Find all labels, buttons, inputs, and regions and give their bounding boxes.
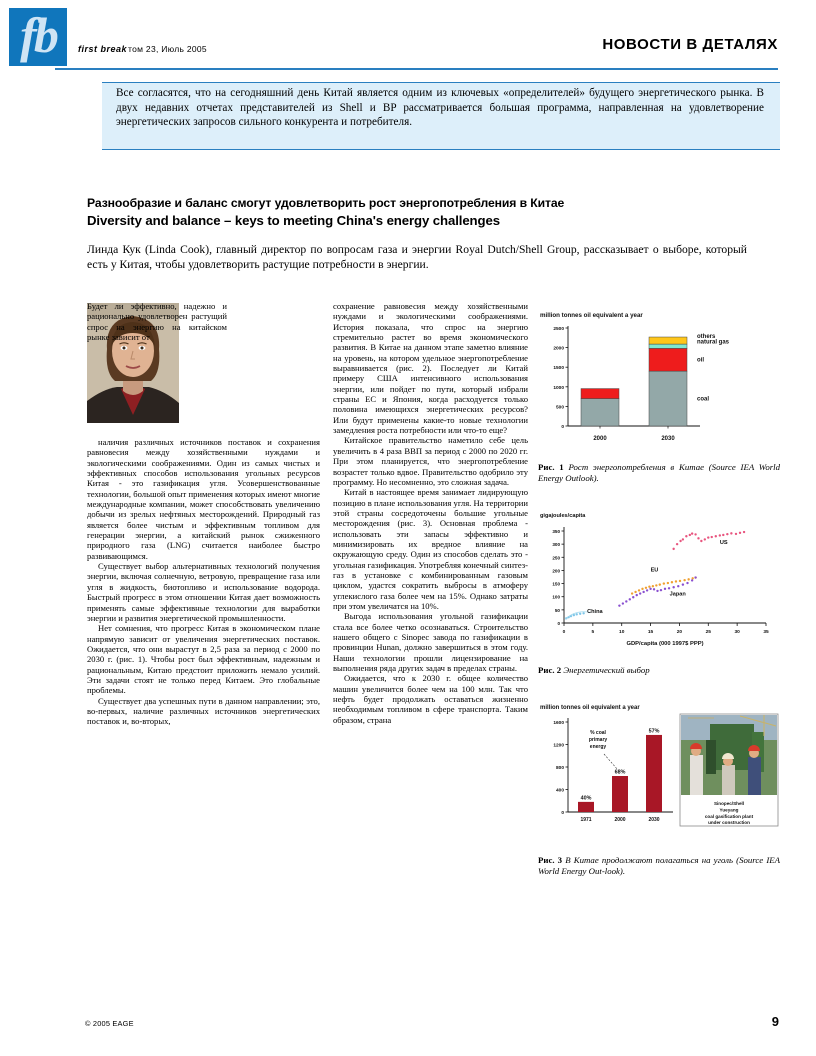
logo-text: fb — [20, 7, 56, 63]
y-tick-label: 2500 — [553, 327, 564, 332]
figure-1-svg — [538, 308, 780, 450]
figure-1-chart — [538, 308, 780, 450]
data-point — [638, 589, 640, 591]
figure-3-caption-text: В Китае продолжают полагаться на уголь (Source IEA World Energy Out-look). — [538, 855, 780, 876]
y-tick-label: 0 — [561, 425, 564, 430]
annotation-US: US — [719, 540, 728, 547]
y-tick-label: 150 — [552, 581, 560, 587]
paragraph: Нет сомнения, что прогресс Китая в экономическом плане напрямую зависит от увеличения энергетических поставок. Ожидается, что они вырастут в 2,5 раза за период с 2000 по 2030 г. (рис. 1). Чтобы рост был эффективным, надежным и рациональным, Китаю предстоит приложить немало усилий. Эти задачи стоят не только перед Китаем. Это глобальные проблемы. — [87, 623, 320, 696]
bar-value-label: 68% — [614, 769, 626, 776]
data-point — [634, 591, 636, 593]
data-point — [625, 600, 627, 602]
x-tick-label: 2000 — [593, 436, 607, 442]
data-point — [726, 533, 728, 535]
y-tick-label: 2000 — [553, 346, 564, 352]
annotation-EU: EU — [650, 567, 659, 574]
bar-segment-natural-gas — [649, 344, 687, 348]
data-point — [663, 582, 665, 584]
data-point — [679, 580, 681, 582]
bar-segment-coal — [581, 399, 619, 426]
data-point — [636, 594, 638, 596]
y-tick-label: 1000 — [553, 385, 564, 391]
data-point — [707, 536, 709, 538]
section-heading: НОВОСТИ В ДЕТАЛЯХ — [602, 36, 778, 53]
y-tick-label: 50 — [554, 607, 560, 613]
paragraph: Китай в настоящее время занимает лидирующую позицию в плане использования угля. На территории этой страны сосредоточены большие угольные месторождения (рис. 3). Основная проблема - использовать эти запасы эффективно и минимизировать их вредное влияние на окружающую среду. Один из способов сделать это - угольная газификация. Употребляя конечный синтез-газ в установке с комбинированным газовым циклом, удастся сократить выбросы в атмоферу углекислого газа более чем на 15%. Однако затраты при этом увеличатся на 10%. — [333, 487, 528, 611]
photo-caption-line: Sinopec/Shell — [713, 801, 745, 806]
paragraph: Выгода использования угольной газификации стала все более четко осознаваться. Строительство нашего общего с Sinopec завода по газификации в провинции Hunan, должно завершиться в этом году. Наши технологии прошли лицензирование на выполнения ряда других задач в пределах страны. — [333, 611, 528, 674]
footer-page-number: 9 — [771, 1014, 779, 1029]
data-point — [653, 588, 655, 590]
y-tick-label: 300 — [552, 542, 560, 548]
body-column-2 — [333, 301, 528, 725]
figure-2-chart — [538, 505, 780, 655]
data-point — [671, 581, 673, 583]
annotation-China: China — [587, 609, 603, 616]
header-divider — [55, 68, 778, 70]
data-point — [694, 576, 696, 578]
figure-1-label: Рис. 1 — [538, 462, 564, 472]
x-tick-label: 5 — [591, 630, 595, 635]
x-tick-label: 30 — [734, 630, 740, 635]
data-point — [686, 582, 688, 584]
data-point — [582, 612, 584, 614]
paragraph: Китайское правительство наметило себе цель увеличить в 4 раза ВВП за период с 2000 по 2020 гг. При этом планируется, что энергопотребление возрастет только вдвое. Правительство одобрило эту программу. Но несомненно, это сложная задача. — [333, 435, 528, 487]
data-point — [685, 535, 687, 537]
first-break-logo — [9, 8, 67, 66]
body-column-1 — [87, 437, 320, 727]
paragraph: Существует два успешных пути в данном направлении; это, во-первых, наличие различных источников энергетических поставок и, во-вторых, — [87, 695, 320, 727]
annotation-line: primary — [588, 737, 608, 743]
figure-3-chart — [538, 700, 780, 840]
data-point — [664, 588, 666, 590]
data-point — [632, 596, 634, 598]
data-point — [700, 540, 702, 542]
journal-name: first break — [78, 44, 128, 54]
data-point — [689, 534, 691, 536]
data-point — [631, 592, 633, 594]
data-point — [652, 585, 654, 587]
y-tick-label: 400 — [555, 788, 564, 794]
data-point — [655, 584, 657, 586]
legend-label-coal: coal — [697, 396, 710, 403]
data-point — [711, 536, 713, 538]
paragraph: Существует выбор альтернативных технологий получения энергии, включая солнечную, ветровую, превращение газа или угля в жидкость, биотопливо и использование водорода. Быстрый прогресс в этом отношении Китая дает возможность применять самые эффективные технологии для выработки энергии и развития энергетической промышленности. — [87, 561, 320, 623]
standfirst-box-text: Все согласятся, что на сегодняшний день Китай является одним из ключевых «определителей» будущего энергетического рынка. В двух недавних отчетах представителей из Shell и BP рассматривается большая программа, направленная на удовлетворение энергетических запросов сильного конкурента и потребителя. — [116, 87, 764, 129]
data-point — [691, 532, 693, 534]
bar-segment-oil — [649, 348, 687, 371]
figure-3-label: Рис. 3 — [538, 855, 563, 865]
data-point — [672, 548, 674, 550]
data-point — [649, 588, 651, 590]
photo-caption-line: coal gasification plant — [704, 813, 754, 819]
y-tick-label: 350 — [552, 529, 560, 534]
x-tick-label: 10 — [619, 630, 625, 635]
y-tick-label: 0 — [557, 621, 560, 626]
data-point — [676, 543, 678, 545]
annotation-line: % coal — [590, 730, 606, 736]
bar-2030 — [646, 735, 662, 812]
figure-3-caption — [538, 855, 780, 876]
legend-label-others: others — [697, 334, 716, 341]
data-point — [575, 613, 577, 615]
x-tick-label: 2000 — [614, 817, 626, 823]
data-point — [667, 582, 669, 584]
bar-segment-others — [649, 337, 687, 344]
bar-1971 — [578, 802, 594, 812]
x-tick-label: 35 — [763, 630, 769, 635]
data-point — [719, 534, 721, 536]
footer-copyright: © 2005 EAGE — [85, 1019, 134, 1028]
data-point — [675, 580, 677, 582]
data-point — [646, 589, 648, 591]
bar-2000 — [612, 776, 628, 812]
y-tick-label: 500 — [555, 405, 564, 411]
photo-caption-line: under construction — [708, 820, 750, 826]
y-tick-label: 250 — [552, 555, 560, 561]
x-tick-label: 1971 — [580, 817, 592, 823]
data-point — [692, 577, 694, 579]
y-tick-label: 0 — [561, 811, 564, 816]
data-point — [622, 602, 624, 604]
figure-3-units-label: million tonnes oil equivalent a year — [540, 705, 640, 711]
body-column-1-top — [87, 301, 227, 342]
data-point — [645, 587, 647, 589]
figure-3-svg — [538, 700, 780, 840]
data-point — [715, 535, 717, 537]
data-point — [648, 586, 650, 588]
bar-value-label: 57% — [648, 728, 660, 735]
data-point — [694, 533, 696, 535]
y-tick-label: 800 — [555, 766, 564, 771]
figure-1-caption — [538, 462, 780, 483]
x-tick-label: 2030 — [661, 436, 675, 442]
series-EU — [631, 576, 697, 594]
data-point — [641, 588, 643, 590]
article-standfirst: Линда Кук (Linda Cook), главный директор по вопросам газа и энергии Royal Dutch/Shell Group, рассказывает о выборе, который есть у Китая, чтобы удовлетворить растущие потребности в энергии. — [87, 243, 747, 271]
data-point — [672, 586, 674, 588]
x-tick-label: 20 — [676, 630, 683, 635]
figure-2-label: Рис. 2 — [538, 665, 562, 675]
data-point — [739, 532, 741, 534]
data-point — [682, 538, 684, 540]
paragraph: сохранение равновесия между хозяйственными нуждами и экологическими соображениями. История показала, что спрос на энергию стремительно растет во время экономического развития. В Китае на данном этапе заметно влияние на уровень, на котором удельное энергопотребление выравнивается (рис. 2). Последует ли Китай примеру США интенсивного использования энергии, или пойдет по пути, который избрали страны ЕС и Япония, когда расходуется только половина имеющихся энергетических ресурсов? Или будут применены какие-то новые технологии замедления роста потребности или что-то еще? — [333, 301, 528, 436]
data-point — [730, 532, 732, 534]
figure-2-xaxis-label: GDP/capita (000 1997$ PPP) — [626, 641, 704, 647]
series-US — [672, 531, 745, 550]
bar-segment-oil — [581, 389, 619, 399]
data-point — [639, 592, 641, 594]
figure-1-caption-text: Рост энергопотребления в Китае (Source IEA World Energy Outlook). — [538, 462, 780, 483]
x-tick-label: 25 — [705, 630, 711, 635]
y-tick-label: 1500 — [553, 366, 564, 372]
data-point — [691, 579, 693, 581]
figure-2-units-label: gigajoules/capita — [540, 513, 586, 519]
paragraph: Будет ли эффективно, надежно и рационально удовлетворен растущий спрос на энергию на китайском рынке зависит от — [87, 301, 227, 343]
figure-2-caption — [538, 665, 780, 676]
annotation-leader-line — [604, 754, 618, 770]
data-point — [743, 531, 745, 533]
headline-russian: Разнообразие и баланс смогут удовлетворить рост энергопотребления в Китае — [87, 196, 565, 210]
bar-value-label: 40% — [580, 795, 592, 802]
x-tick-label: 15 — [647, 630, 654, 635]
data-point — [656, 590, 658, 592]
data-point — [677, 585, 679, 587]
data-point — [659, 583, 661, 585]
data-point — [735, 533, 737, 535]
headline-english: Diversity and balance – keys to meeting China's energy challenges — [87, 213, 500, 228]
data-point — [629, 598, 631, 600]
photo-caption-line: Yueyang — [719, 807, 739, 813]
data-point — [642, 591, 644, 593]
data-point — [722, 534, 724, 536]
data-point — [660, 589, 662, 591]
paragraph: Ожидается, что к 2030 г. общее количество машин увеличится более чем на 100 млн. Так что нефть будет продолжать оставаться жизненно необходимым топливом в сфере транспорта. Таким образом, страна — [333, 673, 528, 725]
x-tick-label: 2030 — [648, 817, 660, 823]
y-tick-label: 1200 — [553, 743, 564, 749]
x-tick-label: 0 — [562, 630, 566, 635]
y-tick-label: 1600 — [553, 721, 564, 726]
annotation-line: energy — [589, 744, 607, 750]
data-point — [687, 578, 689, 580]
legend-label-oil: oil — [697, 357, 704, 364]
legend-label-natural-gas: natural gas — [697, 339, 730, 346]
data-point — [679, 540, 681, 542]
figure-2-caption-text: Энергетический выбор — [563, 665, 650, 675]
bar-segment-coal — [649, 371, 687, 426]
y-tick-label: 100 — [552, 594, 560, 600]
data-point — [704, 538, 706, 540]
y-tick-label: 200 — [552, 568, 560, 574]
page-header — [0, 0, 816, 70]
data-point — [683, 579, 685, 581]
data-point — [682, 583, 684, 585]
annotation-Japan: Japan — [669, 591, 686, 598]
data-point — [697, 537, 699, 539]
issue-info: том 23, Июль 2005 — [128, 44, 207, 54]
data-point — [618, 604, 620, 606]
data-point — [579, 613, 581, 615]
paragraph: наличия различных источников поставок и сохранения равновесия между хозяйственными нуждами и экологическими соображениями. Один из самых чистых и эффективных способов использования угольных ресурсов Китая - это газификация угля. Усовершенствованные технологии, большой опыт применения которых имеют многие международные компании, может способствовать увеличению добычи из зрелых нефтяных месторождений. Природный газ является более чистым и эффективным топливом для генерации энергии, а китайский рынок сжиженного природного газа (LNG) считается наиболее быстро развивающимся. — [87, 437, 320, 561]
figure-2-svg — [538, 505, 780, 655]
data-point — [668, 587, 670, 589]
figure-1-units-label: million tonnes oil equivalent a year — [540, 312, 643, 319]
